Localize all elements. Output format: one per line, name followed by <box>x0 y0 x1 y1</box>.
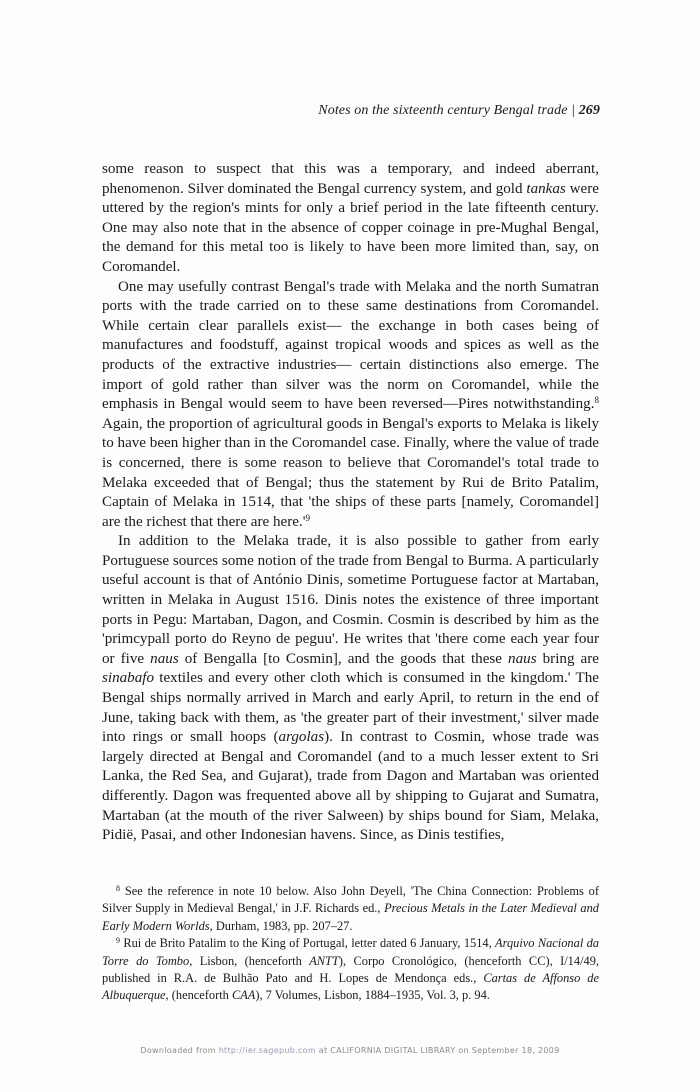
text-run: textiles and every other cloth which is consumed in the kingdom.' The Bengal ships normally arrived in March and early April, to return in the end of June, taking back with them, as 'the greater part of their investment,' silver made into rings or small hoops ( <box>102 670 599 746</box>
italic-title: Arquivo Nacional da Torre do Tombo <box>102 936 599 968</box>
text-run: , (henceforth <box>165 988 232 1003</box>
footnote-marker: 9 <box>116 936 120 946</box>
text-run: ). In contrast to Cosmin, whose trade was largely directed at Bengal and Coromandel (and to a much lesser extent to Sri Lanka, the Red Sea, and Gujarat), trade from Dagon and Martaban was oriented differently. Dagon was frequented above all by shipping to Gujarat and Sumatra, Martaban (at the mouth of the river Salween) by ships bound for Siam, Melaka, Pidië, Pasai, and other Indonesian havens. Since, as Dinis testifies, <box>102 729 599 844</box>
footer-text: at CALIFORNIA DIGITAL LIBRARY on September 18, 2009 <box>315 1046 560 1055</box>
italic-term: naus <box>150 650 179 667</box>
footnotes <box>102 883 599 1005</box>
text-run: ), Corpo Cronológico, (henceforth CC), I/14/49, published in R.A. de Bulhão Pato and H. Lopes de Mendonça eds., <box>102 953 600 986</box>
italic-abbrev: CAA <box>231 988 256 1003</box>
running-head-separator: | <box>567 103 579 118</box>
italic-title: Precious Metals in the Later Medieval and Early Modern Worlds <box>102 901 600 933</box>
italic-term: argolas <box>278 729 325 746</box>
text-run: were uttered by the region's mints for only a brief period in the late fifteenth century. One may also note that in the absence of copper coinage in pre-Mughal Bengal, the demand for this metal too is likely to have been more limited than, say, on Coromandel. <box>102 180 599 275</box>
footnote-ref-8[interactable]: 8 <box>594 395 599 406</box>
text-run: Rui de Brito Patalim to the King of Portugal, letter dated 6 January, 1514, <box>120 936 496 951</box>
body-text <box>102 160 599 846</box>
text-run: some reason to suspect that this was a temporary, and indeed aberrant, phenomenon. Silver dominated the Bengal currency system, and gold <box>102 161 599 197</box>
download-footer <box>0 1046 700 1055</box>
text-run: In addition to the Melaka trade, it is also possible to gather from early Portuguese sources some notion of the trade from Bengal to Burma. A particularly useful account is that of António Dinis, sometime Portuguese factor at Martaban, written in Melaka in August 1516. Dinis notes the existence of three important ports in Pegu: Martaban, Dagon, and Cosmin. Cosmin is described by him as the 'primcypall porto do Reyno de peguu'. He writes that 'there come each year four or five <box>102 533 599 667</box>
text-run: See the reference in note 10 below. Also John Deyell, 'The China Connection: Problems of Silver Supply in Medieval Bengal,' in J.F. Richards ed., <box>102 884 599 916</box>
paragraph-1 <box>102 160 599 278</box>
running-head <box>100 103 600 119</box>
footer-link[interactable]: http://ier.sagepub.com <box>218 1046 316 1055</box>
paragraph-3 <box>102 532 599 846</box>
italic-term: tankas <box>526 180 566 197</box>
italic-abbrev: ANTT <box>309 953 339 968</box>
text-run: of Bengalla [to Cosmin], and the goods that these <box>178 650 509 667</box>
italic-term: naus <box>508 650 537 667</box>
italic-term: sinabafo <box>102 670 154 687</box>
page-number: 269 <box>578 103 600 118</box>
text-run: ), 7 Volumes, Lisbon, 1884–1935, Vol. 3, p. 94. <box>255 988 490 1003</box>
italic-title: Cartas de Affonso de Albuquerque <box>102 971 599 1003</box>
footnote-marker: 8 <box>116 884 120 893</box>
footnote-ref-9[interactable]: 9 <box>305 512 310 523</box>
paragraph-2 <box>102 278 599 533</box>
footnote-8 <box>102 883 599 935</box>
text-run: , Durham, 1983, pp. 207–27. <box>209 918 353 933</box>
footer-text: Downloaded from <box>140 1046 219 1055</box>
text-run: , Lisbon, (henceforth <box>189 953 310 968</box>
text-run: Again, the proportion of agricultural goods in Bengal's exports to Melaka is likely to have been higher than in the Coromandel case. Finally, where the value of trade is concerned, there is some reason to believe that Coromandel's total trade to Melaka exceeded that of Bengal; thus the statement by Rui de Brito Patalim, Captain of Melaka in 1514, that 'the ships of these parts [namely, Coromandel] are the richest that there are here.' <box>102 415 599 530</box>
text-run: bring are <box>536 650 599 667</box>
running-title: Notes on the sixteenth century Bengal trade <box>318 103 568 118</box>
footnote-9 <box>102 935 599 1005</box>
text-run: One may usefully contrast Bengal's trade with Melaka and the north Sumatran ports with the trade carried on to these same destinations from Coromandel. While certain clear parallels exist— the exchange in both cases being of manufactures and foodstuff, against tropical woods and spices as well as the products of the extractive industries— certain distinctions also emerge. The import of gold rather than silver was the norm on Coromandel, while the emphasis in Bengal would seem to have been reversed—Pires notwithstanding. <box>102 278 599 413</box>
